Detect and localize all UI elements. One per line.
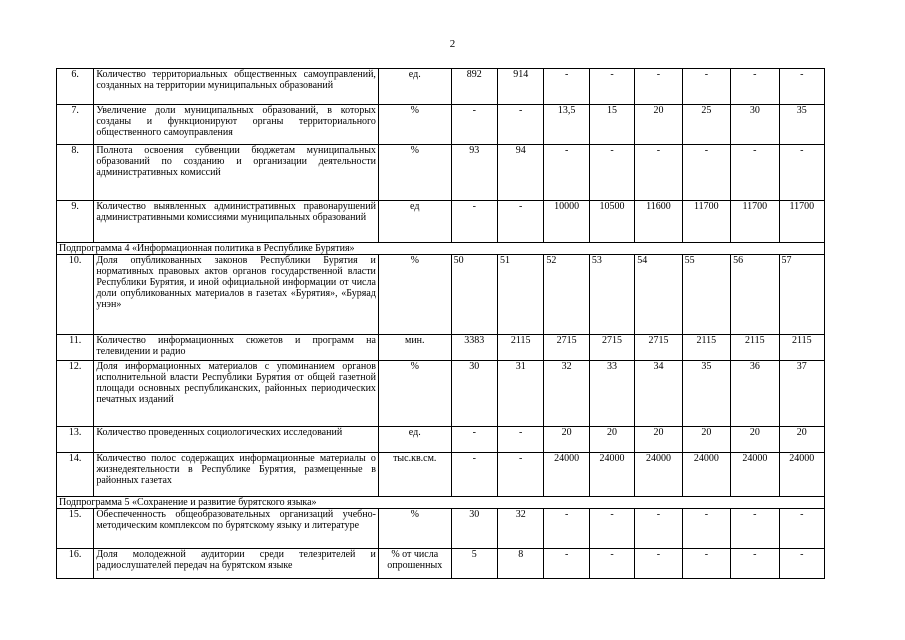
value-cell: - [544, 509, 589, 549]
indicator-name: Количество территориальных общественных самоуправлений, созданных на территории муниципальных образований [94, 69, 379, 105]
value-cell: 8 [498, 549, 544, 579]
table-row [57, 105, 825, 145]
value-cell: - [731, 69, 779, 105]
value-cell: 11700 [779, 201, 824, 243]
value-cell: 36 [731, 361, 779, 427]
value-cell: - [544, 145, 589, 201]
value-cell: 33 [589, 361, 634, 427]
value-cell: 54 [635, 255, 682, 335]
row-number: 7. [57, 105, 94, 145]
value-cell: - [589, 145, 634, 201]
subprogram-title: Подпрограмма 5 «Сохранение и развитие бурятского языка» [57, 497, 825, 509]
value-cell: 11700 [682, 201, 730, 243]
value-cell: - [682, 69, 730, 105]
value-cell: 24000 [682, 453, 730, 497]
value-cell: - [498, 201, 544, 243]
indicator-name: Доля опубликованных законов Республики Бурятия и нормативных правовых актов органов государственной власти Республики Бурятия, и иной официальной информации от числа доли опубликованных материалов в газетах «Бурятия», «Буряад унэн» [94, 255, 379, 335]
row-number: 6. [57, 69, 94, 105]
indicator-name: Обеспеченность общеобразовательных организаций учебно-методическим комплексом по бурятскому языку и литературе [94, 509, 379, 549]
unit-cell: мин. [378, 335, 451, 361]
value-cell: 24000 [589, 453, 634, 497]
value-cell: - [451, 201, 497, 243]
value-cell: - [589, 549, 634, 579]
value-cell: 20 [635, 427, 682, 453]
value-cell: 94 [498, 145, 544, 201]
value-cell: 11700 [731, 201, 779, 243]
value-cell: - [498, 453, 544, 497]
value-cell: - [544, 549, 589, 579]
value-cell: - [682, 549, 730, 579]
row-number: 12. [57, 361, 94, 427]
table-row [57, 427, 825, 453]
value-cell: 892 [451, 69, 497, 105]
indicator-name: Количество информационных сюжетов и программ на телевидении и радио [94, 335, 379, 361]
value-cell: 32 [544, 361, 589, 427]
value-cell: 31 [498, 361, 544, 427]
value-cell: 20 [779, 427, 824, 453]
subprogram-header-row [57, 497, 825, 509]
value-cell: 2715 [544, 335, 589, 361]
value-cell: 2115 [779, 335, 824, 361]
value-cell: 3383 [451, 335, 497, 361]
value-cell: 20 [544, 427, 589, 453]
value-cell: - [589, 69, 634, 105]
unit-cell: % [378, 145, 451, 201]
unit-cell: % [378, 255, 451, 335]
value-cell: - [498, 427, 544, 453]
value-cell: - [682, 145, 730, 201]
value-cell: 50 [451, 255, 497, 335]
table-row [57, 453, 825, 497]
row-number: 15. [57, 509, 94, 549]
value-cell: - [451, 427, 497, 453]
value-cell: 2115 [498, 335, 544, 361]
value-cell: - [635, 69, 682, 105]
indicator-name: Доля информационных материалов с упоминанием органов исполнительной власти Республики Бурятия от общей газетной площади основных республиканских, районных периодических печатных изданий [94, 361, 379, 427]
indicator-name: Количество проведенных социологических исследований [94, 427, 379, 453]
value-cell: 30 [731, 105, 779, 145]
unit-cell: % [378, 361, 451, 427]
value-cell: 35 [682, 361, 730, 427]
subprogram-title: Подпрограмма 4 «Информационная политика в Республике Бурятия» [57, 243, 825, 255]
value-cell: 2115 [731, 335, 779, 361]
value-cell: 24000 [779, 453, 824, 497]
value-cell: 914 [498, 69, 544, 105]
value-cell: - [498, 105, 544, 145]
value-cell: 55 [682, 255, 730, 335]
value-cell: 10000 [544, 201, 589, 243]
value-cell: - [682, 509, 730, 549]
table-row [57, 549, 825, 579]
row-number: 9. [57, 201, 94, 243]
indicator-name: Количество полос содержащих информационные материалы о жизнедеятельности в Республике Бурятия, размещенные в районных газетах [94, 453, 379, 497]
table-row [57, 335, 825, 361]
value-cell: 20 [731, 427, 779, 453]
value-cell: - [731, 145, 779, 201]
value-cell: 24000 [635, 453, 682, 497]
value-cell: - [589, 509, 634, 549]
row-number: 8. [57, 145, 94, 201]
value-cell: 15 [589, 105, 634, 145]
value-cell: 37 [779, 361, 824, 427]
row-number: 11. [57, 335, 94, 361]
value-cell: - [731, 549, 779, 579]
unit-cell: ед. [378, 427, 451, 453]
unit-cell: % от числа опрошенных [378, 549, 451, 579]
subprogram-header-row [57, 243, 825, 255]
table-row [57, 255, 825, 335]
value-cell: - [779, 549, 824, 579]
indicator-name: Количество выявленных административных правонарушений административными комиссиями муниципальных образований [94, 201, 379, 243]
value-cell: 10500 [589, 201, 634, 243]
value-cell: - [544, 69, 589, 105]
indicator-name: Полнота освоения субвенции бюджетам муниципальных образований по созданию и организации деятельности административных комиссий [94, 145, 379, 201]
value-cell: 24000 [731, 453, 779, 497]
value-cell: 51 [498, 255, 544, 335]
value-cell: 32 [498, 509, 544, 549]
value-cell: 56 [731, 255, 779, 335]
table-row [57, 201, 825, 243]
value-cell: 30 [451, 361, 497, 427]
value-cell: 13,5 [544, 105, 589, 145]
value-cell: 5 [451, 549, 497, 579]
value-cell: - [779, 509, 824, 549]
table-row [57, 509, 825, 549]
value-cell: - [635, 549, 682, 579]
value-cell: - [779, 69, 824, 105]
table-row [57, 69, 825, 105]
value-cell: 20 [589, 427, 634, 453]
value-cell: - [779, 145, 824, 201]
value-cell: 24000 [544, 453, 589, 497]
unit-cell: % [378, 105, 451, 145]
value-cell: - [451, 453, 497, 497]
unit-cell: % [378, 509, 451, 549]
value-cell: 52 [544, 255, 589, 335]
row-number: 16. [57, 549, 94, 579]
value-cell: 25 [682, 105, 730, 145]
value-cell: 30 [451, 509, 497, 549]
unit-cell: ед [378, 201, 451, 243]
value-cell: - [635, 145, 682, 201]
page-number: 2 [449, 38, 456, 50]
row-number: 10. [57, 255, 94, 335]
value-cell: 35 [779, 105, 824, 145]
value-cell: 53 [589, 255, 634, 335]
value-cell: 11600 [635, 201, 682, 243]
value-cell: - [635, 509, 682, 549]
value-cell: 2715 [589, 335, 634, 361]
indicator-name: Доля молодежной аудитории среди телезрителей и радиослушателей передач на бурятском языке [94, 549, 379, 579]
value-cell: 2715 [635, 335, 682, 361]
value-cell: 20 [635, 105, 682, 145]
value-cell: 93 [451, 145, 497, 201]
row-number: 13. [57, 427, 94, 453]
value-cell: 20 [682, 427, 730, 453]
value-cell: 57 [779, 255, 824, 335]
value-cell: - [731, 509, 779, 549]
indicator-name: Увеличение доли муниципальных образований, в которых созданы и функционируют органы территориального общественного самоуправления [94, 105, 379, 145]
row-number: 14. [57, 453, 94, 497]
value-cell: - [451, 105, 497, 145]
unit-cell: ед. [378, 69, 451, 105]
table-row [57, 361, 825, 427]
value-cell: 34 [635, 361, 682, 427]
indicators-table [56, 68, 825, 579]
value-cell: 2115 [682, 335, 730, 361]
unit-cell: тыс.кв.см. [378, 453, 451, 497]
table-row [57, 145, 825, 201]
